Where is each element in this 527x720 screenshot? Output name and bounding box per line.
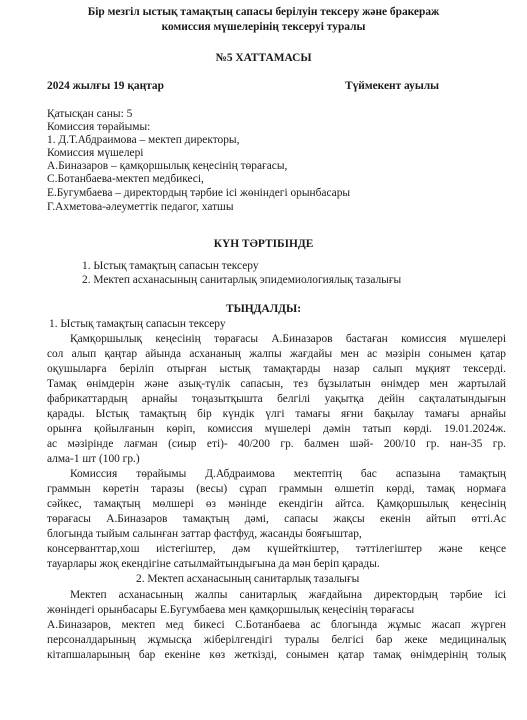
paragraph-line: оқушыларға беріліп отырған ыстық тамақтарды назар салып мұқият тексерді. <box>47 363 506 375</box>
paragraph-line: А.Биназаров, мектеп мед бикесі С.Ботанбаева ас блогында жұмыс жасап жүрген <box>47 619 506 631</box>
paragraph-line: Қамқоршылық кеңесінің төрағасы А.Биназаров бастаған комиссия мүшелері <box>70 333 506 345</box>
attendees-line: 1. Д.Т.Абдраимова – мектеп директоры, <box>47 134 240 146</box>
paragraph-line: кітапшаларының бар екеніне көз жеткізді, сонымен қатар тамақ өнімдерінің толық <box>47 649 506 661</box>
heard-heading: ТЫҢДАЛДЫ: <box>225 303 301 315</box>
protocol-date: 2024 жылғы 19 қаңтар <box>47 80 164 92</box>
paragraph-line: Тамақ өнімдерін және азық-түлік сапасын, тез бұзылатын өнімдер мен жартылай <box>47 378 506 390</box>
doc-title-line-2: комиссия мүшелерінің тексеруі туралы <box>161 21 366 33</box>
paragraph-line: алма-1 шт (100 гр.) <box>47 453 140 465</box>
doc-title-line-1: Бір мезгіл ыстық тамақтың сапасы берілуін тексеру және бракераж <box>87 6 440 18</box>
paragraph-line: орынға қойылғанын көріп, комиссия мүшелері дәмін татып көрді. 19.01.2024ж. <box>47 423 506 435</box>
paragraph-line: қарады. Ыстық тамақтың бір күндік үлгі тамағы яғни бақылау тамағы арнайы <box>47 408 506 420</box>
paragraph-line: блогында тыйым салынған заттар фастфуд, жасанды бояғыштар, <box>47 528 362 540</box>
agenda-heading: КҮН ТӘРТІБІНДЕ <box>213 238 314 250</box>
paragraph-line: сол алып қаңтар айында асхананың жалпы жағдайы мен ас мәзірін сонымен қатар <box>47 348 506 360</box>
paragraph-line: Комиссия төрайымы Д.Абдраимова мектептің бас аспазына тамақтың <box>70 468 506 480</box>
agenda-item: 1. Ыстық тамақтың сапасын тексеру <box>82 260 259 272</box>
attendees-line: Г.Ахметова-әлеуметтік педагог, хатшы <box>47 201 234 213</box>
agenda-item: 2. Мектеп асханасының санитарлық эпидемиологиялық тазалығы <box>82 274 402 286</box>
paragraph-line: персоналдарының жұмысқа жіберілгендігі туралы белгісі бар жеке медициналық <box>47 634 506 646</box>
paragraph-line: граммын көретін таразы (весы) сұрап граммын өлшетіп көрді, тамақ нормаға <box>47 483 506 495</box>
paragraph-line: фабрикаттардың арнайы тоңазытқышта белгілі уақытқа дейін сақталатындығын <box>47 393 506 405</box>
paragraph-line: ас мәзірінде лағман (сиыр еті)- 40/200 гр. балмен шәй- 200/10 гр. нан-35 гр. <box>47 438 506 450</box>
attendees-line: Комиссия төрайымы: <box>47 121 151 133</box>
attendees-line: Е.Бугумбаева – директордың тәрбие ісі жөніндегі орынбасары <box>47 187 351 199</box>
attendees-line: С.Ботанбаева-мектеп медбикесі, <box>47 173 204 185</box>
section-2-title: 2. Мектеп асханасының санитарлық тазалығы <box>136 573 360 585</box>
protocol-place: Түймекент ауылы <box>345 80 439 92</box>
section-1-title: 1. Ыстық тамақтың сапасын тексеру <box>49 318 226 330</box>
paragraph-line: сәйкес, тамақтың мөлшері өз мәнінде екендігін айтса. Қамқоршылық кеңесінің <box>47 498 506 510</box>
paragraph-line: жөніндегі орынбасары Е.Бугумбаева мен қамқоршылық кеңесінің төрағасы <box>47 604 415 616</box>
protocol-number: №5 ХАТТАМАСЫ <box>215 52 312 64</box>
paragraph-line: Мектеп асханасының жалпы санитарлық жағдайына директордың тәрбие ісі <box>70 589 506 601</box>
attendees-line: Комиссия мүшелері <box>47 147 144 159</box>
paragraph-line: тауарлары жоқ екендігіне сатылмайтындығына да мән беріп қарады. <box>47 558 380 570</box>
attendees-line: А.Биназаров – қамқоршылық кеңесінің төрағасы, <box>47 160 288 172</box>
attendees-line: Қатысқан саны: 5 <box>47 108 133 120</box>
paragraph-line: төрағасы А.Биназаров тамақтың дәмі, сапасы жақсы екенін айтып өтті.Ас <box>47 513 506 525</box>
paragraph-line: консерванттар,хош иістегіштер, дәм күшейткіштер, тәттілегіштер және кеңсе <box>47 543 506 555</box>
